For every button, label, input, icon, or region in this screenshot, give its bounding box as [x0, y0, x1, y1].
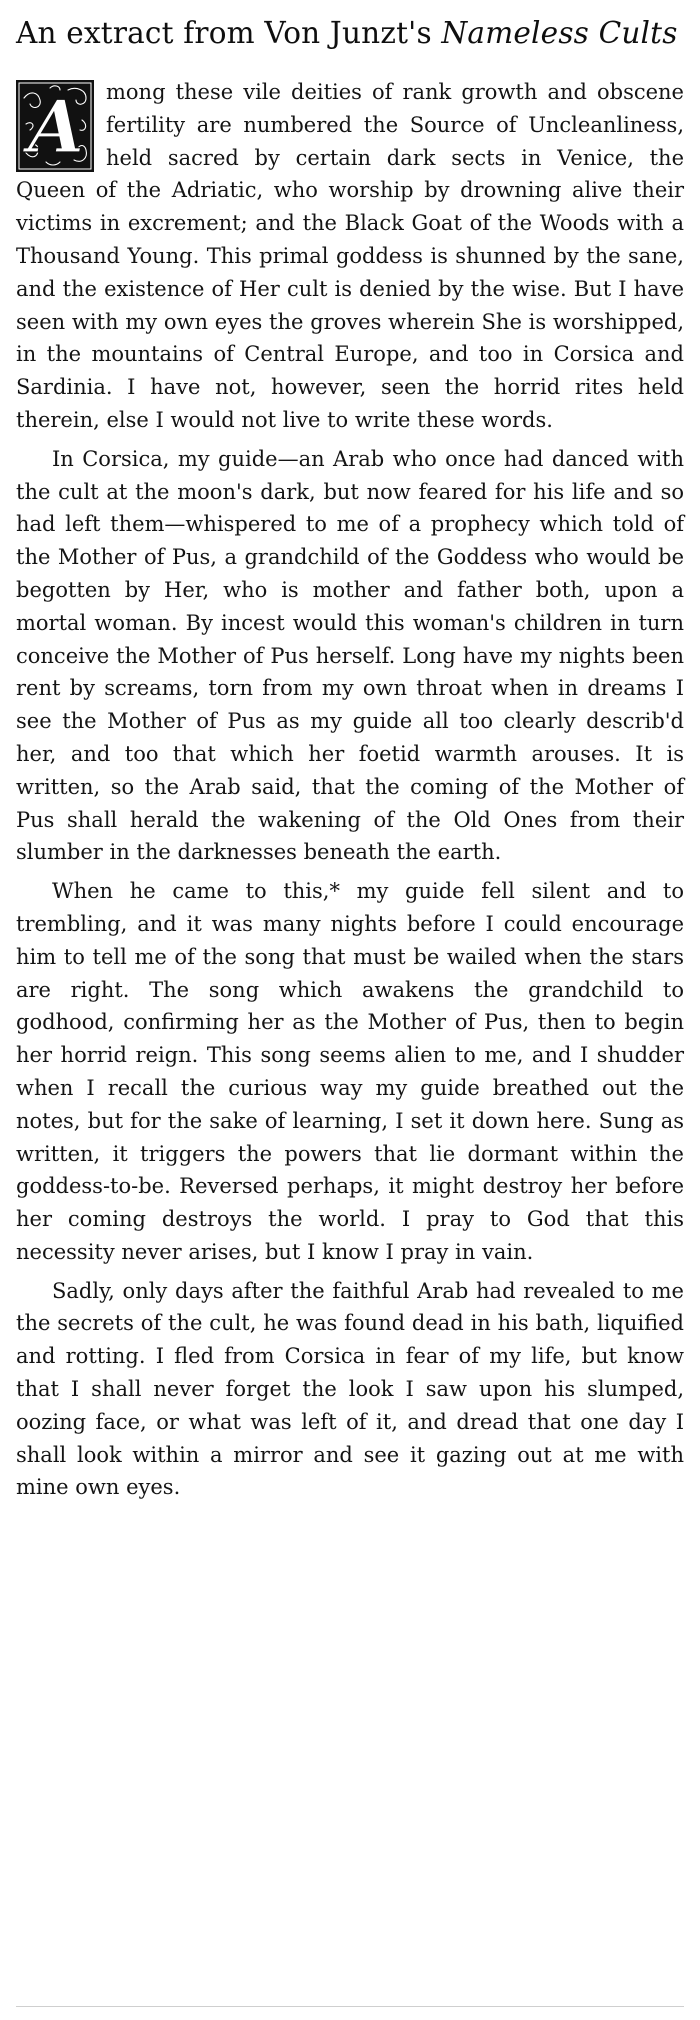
page-bottom-rule [16, 2006, 684, 2007]
paragraph-1-text: mong these vile deities of rank growth and obscene fertility are numbered the Source of Uncleanliness, held sacred by certain dark sects in Venice, the Queen of the Adriatic, who worship by drowning alive their victims in excrement; and the Black Goat of the Woods with a Thousand Young. This primal goddess is shunned by the sane, and the existence of Her cult is denied by the wise. But I have seen with my own eyes the groves wherein She is worshipped, in the mountains of Central Europe, and too in Corsica and Sardinia. I have not, however, seen the horrid rites held therein, else I would not live to write these words. [16, 80, 684, 432]
dropcap-letter: A [28, 84, 84, 169]
paragraph-3: When he came to this,* my guide fell silent and to trembling, and it was many nights before I could encourage him to tell me of the song that must be wailed when the stars are right. The song which awakens the grandchild to godhood, confirming her as the Mother of Pus, then to begin her horrid reign. This song seems alien to me, and I shudder when I recall the curious way my guide breathed out the notes, but for the sake of learning, I set it down here. Sung as written, it triggers the powers that lie dormant within the goddess-to-be. Reversed perhaps, it might destroy her before her coming destroys the world. I pray to God that this necessity never arises, but I know I pray in vain. [16, 879, 684, 1264]
paragraph-4: Sadly, only days after the faithful Arab had revealed to me the secrets of the cult, he was found dead in his bath, liquified and rotting. I fled from Corsica in fear of my life, but know that I shall never forget the look I saw upon his slumped, oozing face, or what was left of it, and dread that one day I shall look within a mirror and see it gazing out at me with mine own eyes. [16, 1278, 684, 1500]
title-prefix: An extract from Von Junzt's [16, 16, 442, 50]
title-work: Nameless Cults [441, 16, 678, 50]
article-body [16, 76, 684, 1504]
paragraph-2: In Corsica, my guide—an Arab who once had danced with the cult at the moon's dark, but now feared for his life and so had left them—whispered to me of a prophecy which told of the Mother of Pus, a grandchild of the Goddess who would be begotten by Her, who is mother and father both, upon a mortal woman. By incest would this woman's children in turn conceive the Mother of Pus herself. Long have my nights been rent by screams, torn from my own throat when in dreams I see the Mother of Pus as my guide all too clearly describ'd her, and too that which her foetid warmth arouses. It is written, so the Arab said, that the coming of the Mother of Pus shall herald the wakening of the Old Ones from their slumber in the darknesses beneath the earth. [16, 446, 684, 865]
paragraph-1 [16, 76, 684, 437]
ornamental-dropcap [16, 80, 94, 172]
page-title [16, 14, 684, 52]
